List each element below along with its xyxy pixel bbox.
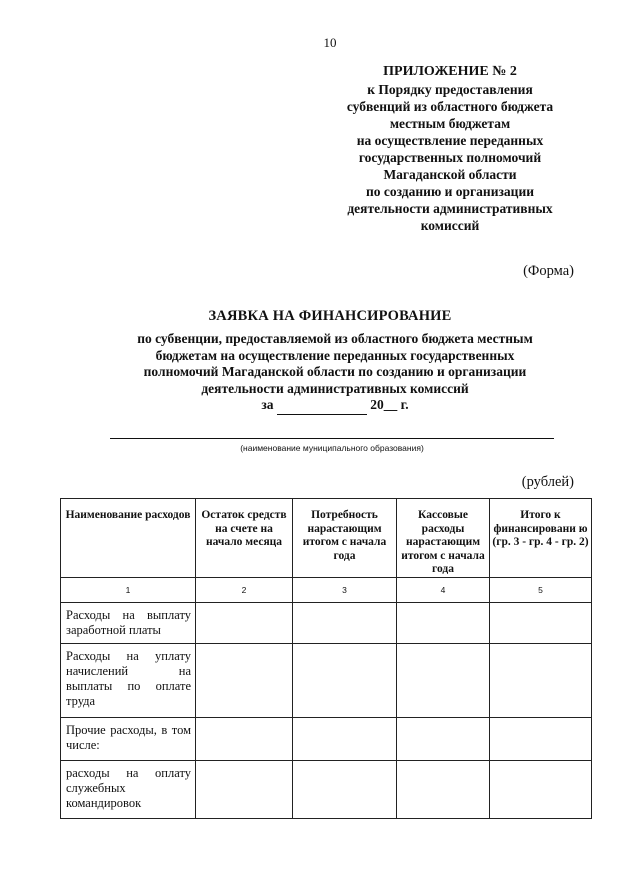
table-cell[interactable] [293, 643, 397, 717]
table-row [61, 602, 592, 643]
appendix-block [310, 63, 590, 234]
table-cell[interactable] [490, 760, 592, 818]
column-number: 2 [196, 577, 293, 602]
request-line: полномочий Магаданской области по созданию и организации [143, 364, 527, 379]
appendix-line: деятельности административных [347, 201, 553, 216]
appendix-line: Магаданской области [383, 167, 517, 182]
row-label: Расходы на выплату заработной платы [61, 602, 196, 643]
header-total: Итого к финансировани ю (гр. 3 - гр. 4 - гр. 2) [490, 499, 592, 578]
table-cell[interactable] [397, 760, 490, 818]
table-cell[interactable] [397, 643, 490, 717]
row-label: Прочие расходы, в том числе: [61, 717, 196, 760]
header-expense-name: Наименование расходов [61, 499, 196, 578]
page-number: 10 [323, 35, 337, 50]
column-numbers-row [61, 577, 592, 602]
table-row [61, 717, 592, 760]
table-header-row [61, 499, 592, 578]
municipality-line [110, 438, 554, 439]
table-cell[interactable] [196, 643, 293, 717]
header-cash-expenses: Кассовые расходы нарастающим итогом с начала года [397, 499, 490, 578]
period-prefix: за [261, 397, 274, 412]
header-balance: Остаток средств на счете на начало месяца [196, 499, 293, 578]
table-cell[interactable] [397, 602, 490, 643]
appendix-line: государственных полномочий [358, 150, 542, 165]
column-number: 5 [490, 577, 592, 602]
request-line: деятельности административных комиссий [201, 380, 469, 396]
appendix-line: по созданию и организации [365, 184, 534, 199]
header-need: Потребность нарастающим итогом с начала года [293, 499, 397, 578]
table-cell[interactable] [490, 602, 592, 643]
table-row [61, 643, 592, 717]
row-label: Расходы на уплату начислений на выплаты по оплате труда [61, 643, 196, 717]
municipality-caption: (наименование муниципального образования) [240, 443, 424, 453]
table-cell[interactable] [293, 717, 397, 760]
request-title: ЗАЯВКА НА ФИНАНСИРОВАНИЕ [208, 308, 452, 324]
form-label: (Форма) [523, 263, 574, 279]
appendix-line: на осуществление переданных [356, 133, 544, 148]
appendix-line: местным бюджетам [389, 116, 511, 131]
table-cell[interactable] [196, 602, 293, 643]
table-cell[interactable] [397, 717, 490, 760]
request-subtitle [90, 331, 580, 415]
table-cell[interactable] [490, 643, 592, 717]
row-label: расходы на оплату служебных командировок [61, 760, 196, 818]
table-cell[interactable] [196, 760, 293, 818]
table-row [61, 760, 592, 818]
appendix-title: ПРИЛОЖЕНИЕ № 2 [383, 64, 517, 79]
table-cell[interactable] [196, 717, 293, 760]
currency-label: (рублей) [521, 474, 574, 490]
column-number: 1 [61, 577, 196, 602]
appendix-line: субвенций из областного бюджета [346, 99, 554, 114]
column-number: 3 [293, 577, 397, 602]
request-period [90, 397, 580, 415]
period-blank-field [277, 397, 367, 415]
table-cell[interactable] [490, 717, 592, 760]
appendix-line: комиссий [420, 218, 480, 233]
appendix-line: к Порядку предоставления [367, 82, 533, 97]
table-cell[interactable] [293, 602, 397, 643]
request-line: бюджетам на осуществление переданных государственных [155, 347, 515, 363]
period-year: 20__ г. [370, 397, 409, 412]
request-line: по субвенции, предоставляемой из областного бюджета местным [137, 331, 533, 346]
column-number: 4 [397, 577, 490, 602]
table-cell[interactable] [293, 760, 397, 818]
financing-table [60, 498, 592, 819]
